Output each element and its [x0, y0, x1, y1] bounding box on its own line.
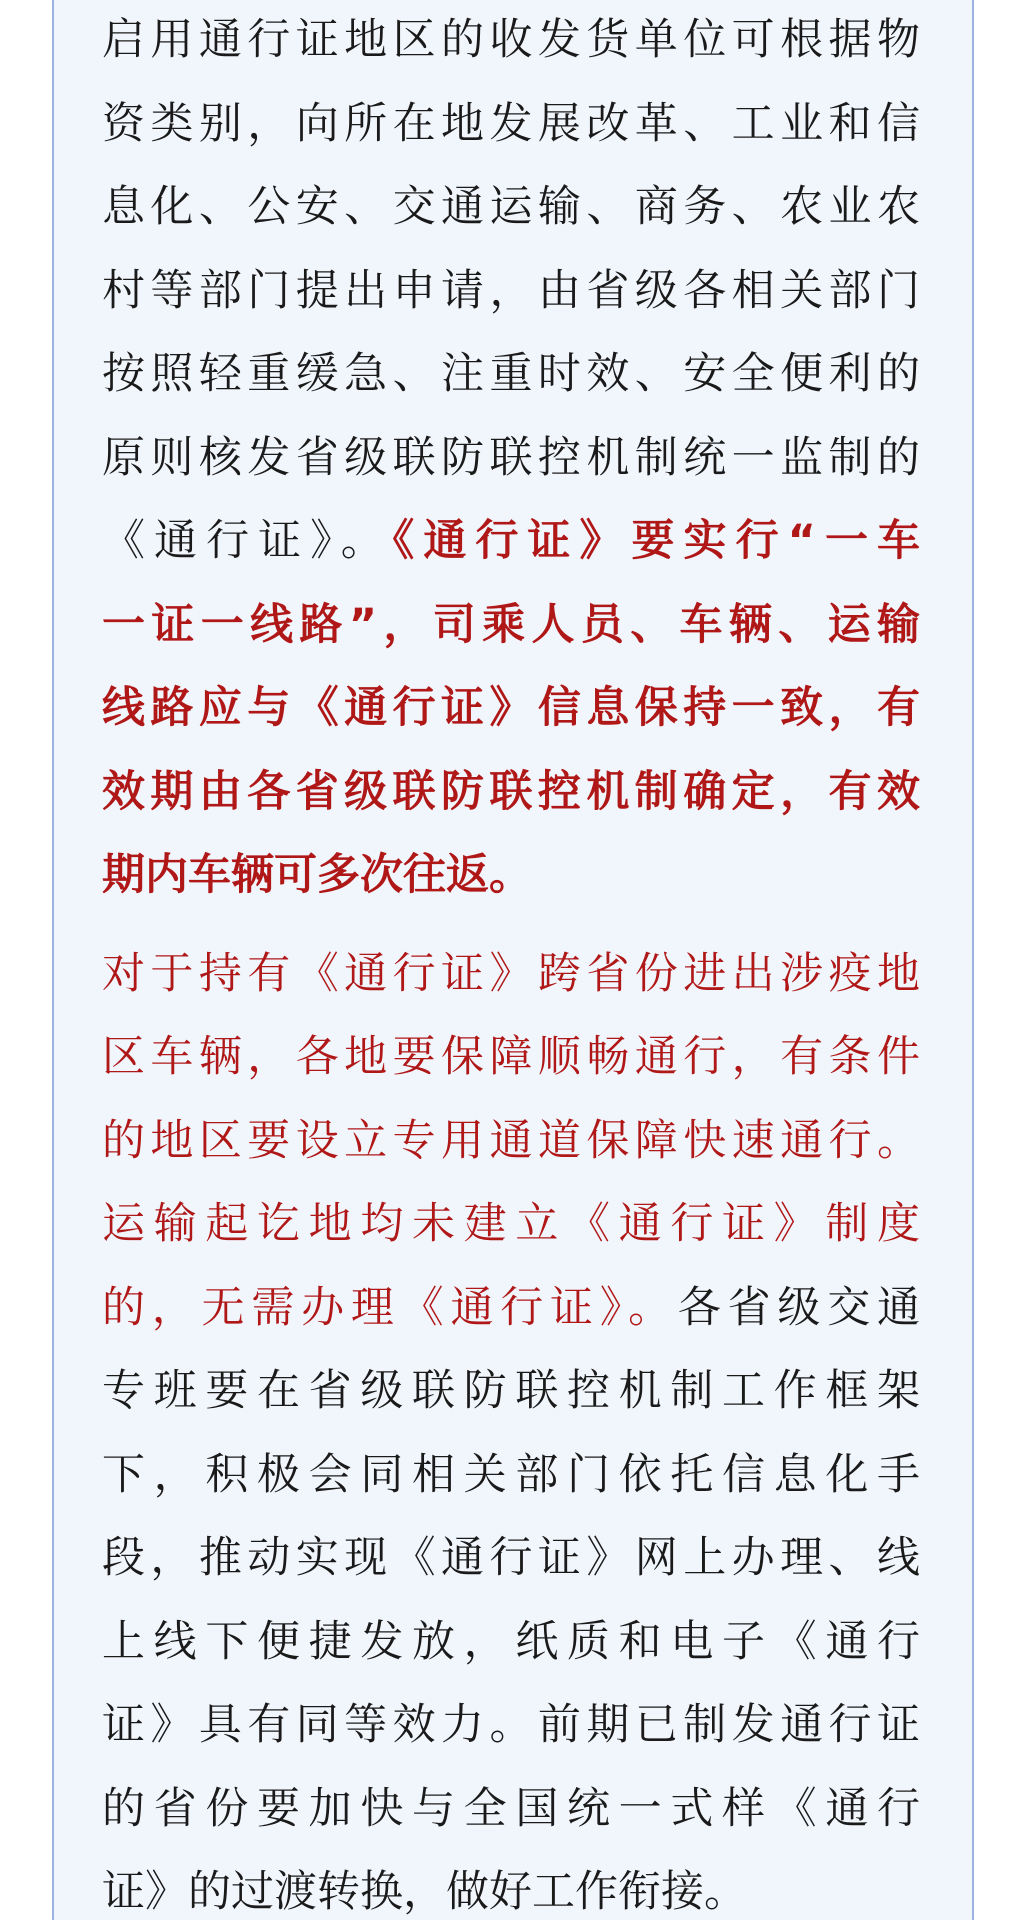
- highlighted-text-segment: 期内车辆可多次往返。: [102, 850, 532, 900]
- highlighted-text-segment: 线路应与《通行证》信息保持一致，有: [102, 683, 920, 733]
- text-segment: 段，推动实现《通行证》网上办理、线: [102, 1533, 920, 1583]
- text-line: [102, 1434, 920, 1518]
- text-line: [102, 667, 920, 751]
- text-segment: 证》具有同等效力。前期已制发通行证: [102, 1700, 920, 1750]
- highlighted-text-segment: 《通行证》要实行“一车: [392, 516, 921, 566]
- text-line: [102, 417, 920, 501]
- text-segment: 《通行证》。: [102, 516, 393, 566]
- text-line: [102, 1851, 920, 1920]
- text-line: [102, 0, 920, 83]
- text-line: [102, 1768, 920, 1852]
- article-body: [102, 0, 920, 1920]
- text-segment: 专班要在省级联防联控机制工作框架: [102, 1366, 920, 1416]
- text-segment: 上线下便捷发放，纸质和电子《通行: [102, 1616, 920, 1667]
- highlighted-text-segment: 区车辆，各地要保障顺畅通行，有条件: [102, 1032, 920, 1082]
- text-segment: 息化、公安、交通运输、商务、农业农: [102, 182, 920, 232]
- highlighted-text-segment: 的，无需办理《通行证》。: [102, 1282, 678, 1333]
- text-line: [102, 1350, 920, 1434]
- text-line: [102, 83, 920, 167]
- text-line: [102, 250, 920, 334]
- text-segment: 按照轻重缓急、注重时效、安全便利的: [102, 349, 920, 399]
- text-segment: 村等部门提出申请，由省级各相关部门: [102, 265, 920, 316]
- text-segment: 证》的过渡转换，做好工作衔接。: [102, 1867, 747, 1917]
- text-line: [102, 751, 920, 835]
- text-segment: 启用通行证地区的收发货单位可根据物: [102, 15, 920, 65]
- text-line: [102, 1601, 920, 1685]
- text-line: [102, 333, 920, 417]
- text-line: [102, 1684, 920, 1768]
- text-line: [102, 584, 920, 668]
- text-line: [102, 1183, 920, 1267]
- highlighted-text-segment: 对于持有《通行证》跨省份进出涉疫地: [102, 948, 920, 999]
- text-line: [102, 1267, 920, 1351]
- text-segment: 各省级交通: [677, 1282, 920, 1333]
- text-segment: 的省份要加快与全国统一式样《通行: [102, 1783, 920, 1834]
- paragraph-1: [102, 0, 920, 918]
- text-line: [102, 1100, 920, 1184]
- text-line: [102, 933, 920, 1017]
- text-segment: 资类别，向所在地发展改革、工业和信: [102, 98, 920, 149]
- highlighted-text-segment: 运输起讫地均未建立《通行证》制度: [102, 1199, 920, 1249]
- highlighted-text-segment: 效期由各省级联防联控机制确定，有效: [102, 766, 920, 817]
- text-segment: 下，积极会同相关部门依托信息化手: [102, 1449, 920, 1500]
- text-line: [102, 500, 920, 584]
- highlighted-text-segment: 的地区要设立专用通道保障快速通行。: [102, 1115, 920, 1166]
- text-line: [102, 1517, 920, 1601]
- text-segment: 原则核发省级联防联控机制统一监制的: [102, 432, 920, 483]
- text-line: [102, 1016, 920, 1100]
- highlighted-text-segment: 一证一线路”，司乘人员、车辆、运输: [102, 599, 920, 650]
- text-line: [102, 834, 920, 918]
- paragraph-2: [102, 933, 920, 1920]
- text-line: [102, 166, 920, 250]
